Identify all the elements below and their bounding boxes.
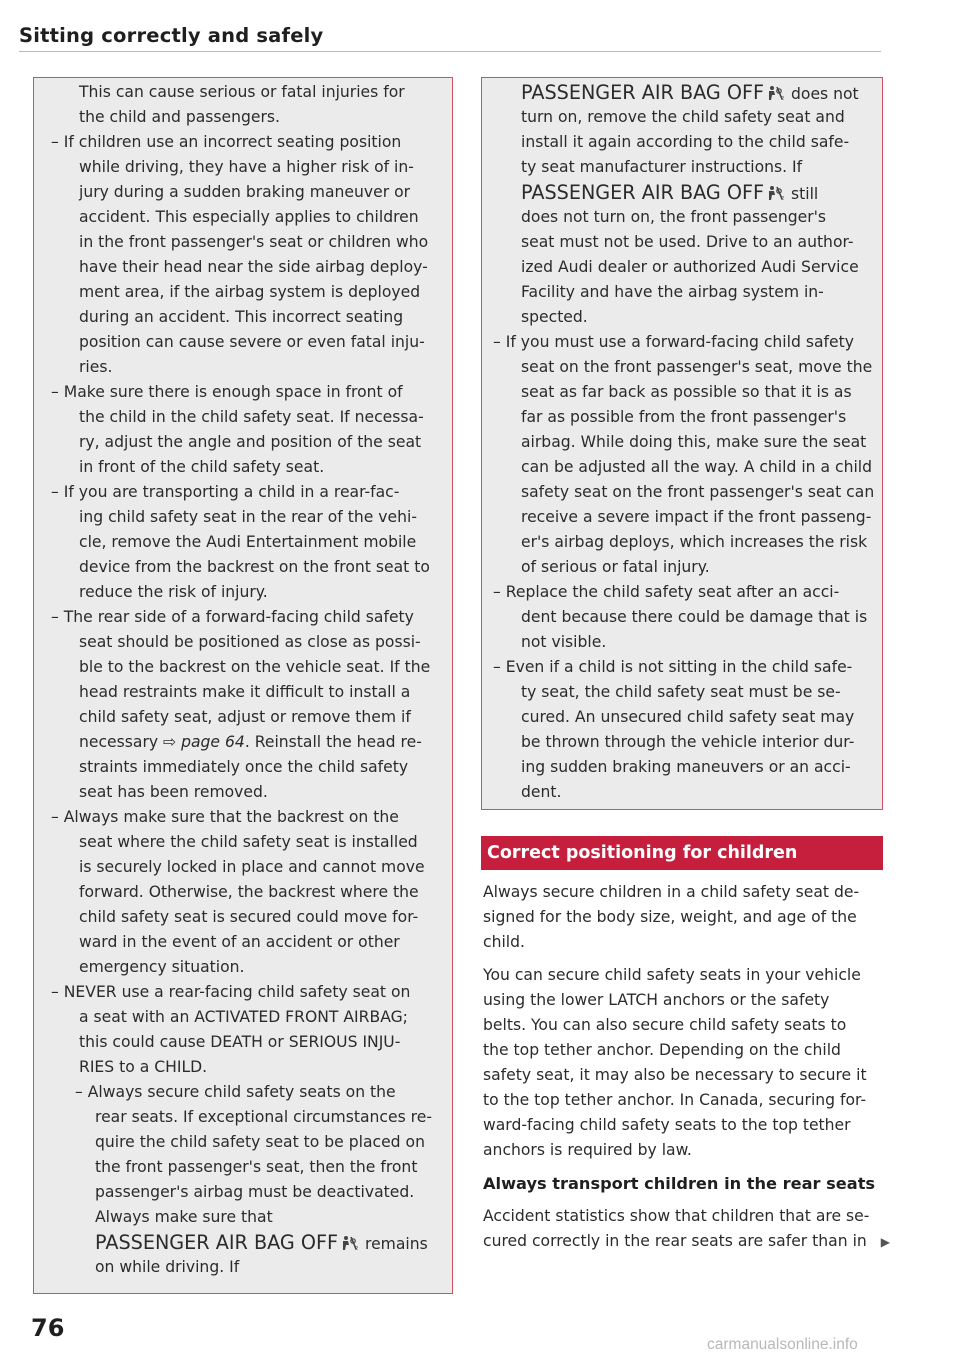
paragraph-line: child. bbox=[483, 933, 525, 951]
passenger-airbag-off-icon bbox=[766, 185, 784, 201]
text-line: passenger's airbag must be deactivated. bbox=[95, 1183, 415, 1201]
paragraph-line: signed for the body size, weight, and age of the bbox=[483, 908, 857, 926]
text-line: jury during a sudden braking maneuver or bbox=[79, 183, 411, 201]
section-body bbox=[483, 880, 891, 1254]
text-line: seat on the front passenger's seat, move the bbox=[521, 358, 873, 376]
text-fragment: still bbox=[786, 185, 819, 203]
indicator-label: PASSENGER AIR BAG OFF bbox=[521, 81, 765, 104]
header-divider bbox=[19, 51, 881, 52]
bullet-item: – If you are transporting a child in a rear-fac- bbox=[51, 483, 400, 501]
text-line: ry, adjust the angle and position of the seat bbox=[79, 433, 422, 451]
text-line: receive a severe impact if the front passeng- bbox=[521, 508, 872, 526]
text-line: cured. An unsecured child safety seat may bbox=[521, 708, 855, 726]
text-line: seat where the child safety seat is installed bbox=[79, 833, 418, 851]
text-line: child safety seat, adjust or remove them if bbox=[79, 708, 411, 726]
bullet-item: – Even if a child is not sitting in the child safe- bbox=[493, 658, 853, 676]
text-fragment: does not bbox=[786, 85, 859, 103]
subheading: Always transport children in the rear seats bbox=[483, 1174, 876, 1193]
bullet-item: – If you must use a forward-facing child safety bbox=[493, 333, 854, 351]
bullet-item: – Replace the child safety seat after an acci- bbox=[493, 583, 840, 601]
text-line: ward in the event of an accident or other bbox=[79, 933, 400, 951]
text-line: turn on, remove the child safety seat and bbox=[521, 108, 845, 126]
page-reference-link[interactable]: ⇨ page 64 bbox=[163, 733, 245, 751]
text-line: accident. This especially applies to children bbox=[79, 208, 419, 226]
text-fragment: cured correctly in the rear seats are safer than in bbox=[483, 1232, 867, 1250]
paragraph-line: safety seat, it may also be necessary to secure it bbox=[483, 1066, 867, 1084]
text-line: Always make sure that bbox=[95, 1208, 273, 1226]
bullet-item: – NEVER use a rear-facing child safety seat on bbox=[51, 983, 411, 1001]
text-line: er's airbag deploys, which increases the risk bbox=[521, 533, 868, 551]
text-line: ing child safety seat in the rear of the vehi- bbox=[79, 508, 417, 526]
paragraph-line: using the lower LATCH anchors or the safety bbox=[483, 991, 830, 1009]
text-line: does not turn on, the front passenger's bbox=[521, 208, 827, 226]
text-fragment: necessary bbox=[79, 733, 164, 751]
text-line: head restraints make it difficult to install a bbox=[79, 683, 411, 701]
text-line: seat as far back as possible so that it is as bbox=[521, 383, 852, 401]
text-line: is securely locked in place and cannot move bbox=[79, 858, 425, 876]
text-line: quire the child safety seat to be placed on bbox=[95, 1133, 425, 1151]
paragraph-line: Accident statistics show that children that are se- bbox=[483, 1207, 870, 1225]
text-line: straints immediately once the child safety bbox=[79, 758, 409, 776]
text-line: while driving, they have a higher risk of in- bbox=[79, 158, 414, 176]
text-line: seat must not be used. Drive to an author- bbox=[521, 233, 854, 251]
text-line: ble to the backrest on the vehicle seat. If the bbox=[79, 658, 431, 676]
text-line: the child and passengers. bbox=[79, 108, 280, 126]
text-line: in the front passenger's seat or children who bbox=[79, 233, 429, 251]
text-line: seat has been removed. bbox=[79, 783, 268, 801]
text-line: ing sudden braking maneuvers or an acci- bbox=[521, 758, 851, 776]
bullet-item: – Make sure there is enough space in front of bbox=[51, 383, 403, 401]
text-line: emergency situation. bbox=[79, 958, 245, 976]
indicator-label: PASSENGER AIR BAG OFF bbox=[95, 1231, 339, 1254]
sub-bullet-item: – Always secure child safety seats on the bbox=[75, 1083, 396, 1101]
text-line: seat should be positioned as close as possi- bbox=[79, 633, 421, 651]
text-line bbox=[51, 1230, 443, 1255]
text-line: rear seats. If exceptional circumstances re- bbox=[95, 1108, 432, 1126]
passenger-airbag-off-icon bbox=[340, 1235, 358, 1251]
bullet-item: – The rear side of a forward-facing child safety bbox=[51, 608, 414, 626]
text-line bbox=[493, 180, 878, 205]
text-fragment: . Reinstall the head re- bbox=[244, 733, 422, 751]
text-line: this could cause DEATH or SERIOUS INJU- bbox=[79, 1033, 401, 1051]
section-heading: Correct positioning for children bbox=[481, 836, 883, 870]
text-line bbox=[51, 730, 443, 755]
paragraph-gap bbox=[483, 955, 883, 963]
text-line: reduce the risk of injury. bbox=[79, 583, 268, 601]
text-line: install it again according to the child safe- bbox=[521, 133, 850, 151]
text-line: Facility and have the airbag system in- bbox=[521, 283, 824, 301]
text-line: not visible. bbox=[521, 633, 607, 651]
text-line: a seat with an ACTIVATED FRONT AIRBAG; bbox=[79, 1008, 408, 1026]
paragraph-line bbox=[483, 1229, 891, 1254]
text-line bbox=[493, 80, 878, 105]
paragraph-line: to the top tether anchor. In Canada, securing for- bbox=[483, 1091, 867, 1109]
text-line: can be adjusted all the way. A child in a child bbox=[521, 458, 873, 476]
text-line: device from the backrest on the front seat to bbox=[79, 558, 430, 576]
paragraph-gap bbox=[483, 1196, 883, 1204]
text-fragment: remains bbox=[360, 1235, 428, 1253]
text-line: the front passenger's seat, then the front bbox=[95, 1158, 418, 1176]
warning-text-right bbox=[493, 80, 878, 805]
paragraph-line: belts. You can also secure child safety seats to bbox=[483, 1016, 847, 1034]
text-line: in front of the child safety seat. bbox=[79, 458, 325, 476]
bullet-item: – If children use an incorrect seating position bbox=[51, 133, 402, 151]
text-line: cle, remove the Audi Entertainment mobile bbox=[79, 533, 417, 551]
indicator-label: PASSENGER AIR BAG OFF bbox=[521, 181, 765, 204]
text-line: dent because there could be damage that is bbox=[521, 608, 868, 626]
page-number: 76 bbox=[31, 1314, 65, 1342]
text-line: dent. bbox=[521, 783, 562, 801]
text-line: far as possible from the front passenger's bbox=[521, 408, 847, 426]
text-line: This can cause serious or fatal injuries for bbox=[79, 83, 405, 101]
text-line: the child in the child safety seat. If necessa- bbox=[79, 408, 424, 426]
paragraph-line: the top tether anchor. Depending on the child bbox=[483, 1041, 841, 1059]
paragraph-gap bbox=[483, 1163, 883, 1171]
text-line: on while driving. If bbox=[95, 1258, 240, 1276]
text-line: during an accident. This incorrect seating bbox=[79, 308, 404, 326]
passenger-airbag-off-icon bbox=[766, 85, 784, 101]
bullet-item: – Always make sure that the backrest on the bbox=[51, 808, 399, 826]
text-line: ized Audi dealer or authorized Audi Service bbox=[521, 258, 859, 276]
text-line: ries. bbox=[79, 358, 113, 376]
text-line: be thrown through the vehicle interior dur- bbox=[521, 733, 855, 751]
paragraph-line: anchors is required by law. bbox=[483, 1141, 692, 1159]
text-line: of serious or fatal injury. bbox=[521, 558, 710, 576]
text-line: spected. bbox=[521, 308, 588, 326]
text-line: position can cause severe or even fatal inju- bbox=[79, 333, 425, 351]
text-line: safety seat on the front passenger's seat can bbox=[521, 483, 875, 501]
paragraph-line: Always secure children in a child safety seat de- bbox=[483, 883, 860, 901]
text-line: forward. Otherwise, the backrest where the bbox=[79, 883, 419, 901]
text-line: ment area, if the airbag system is deployed bbox=[79, 283, 421, 301]
paragraph-line: You can secure child safety seats in your vehicle bbox=[483, 966, 861, 984]
text-line: RIES to a CHILD. bbox=[79, 1058, 208, 1076]
page-header-title: Sitting correctly and safely bbox=[19, 24, 324, 47]
text-line: ty seat, the child safety seat must be se- bbox=[521, 683, 841, 701]
text-line: ty seat manufacturer instructions. If bbox=[521, 158, 803, 176]
text-line: child safety seat is secured could move for- bbox=[79, 908, 419, 926]
text-line: airbag. While doing this, make sure the seat bbox=[521, 433, 867, 451]
continue-arrow-icon: ▶ bbox=[880, 1235, 891, 1249]
warning-text-left bbox=[51, 80, 443, 1280]
paragraph-line: ward-facing child safety seats to the top tether bbox=[483, 1116, 851, 1134]
watermark: carmanualsonline.info bbox=[707, 1336, 858, 1353]
text-line: have their head near the side airbag deploy- bbox=[79, 258, 428, 276]
